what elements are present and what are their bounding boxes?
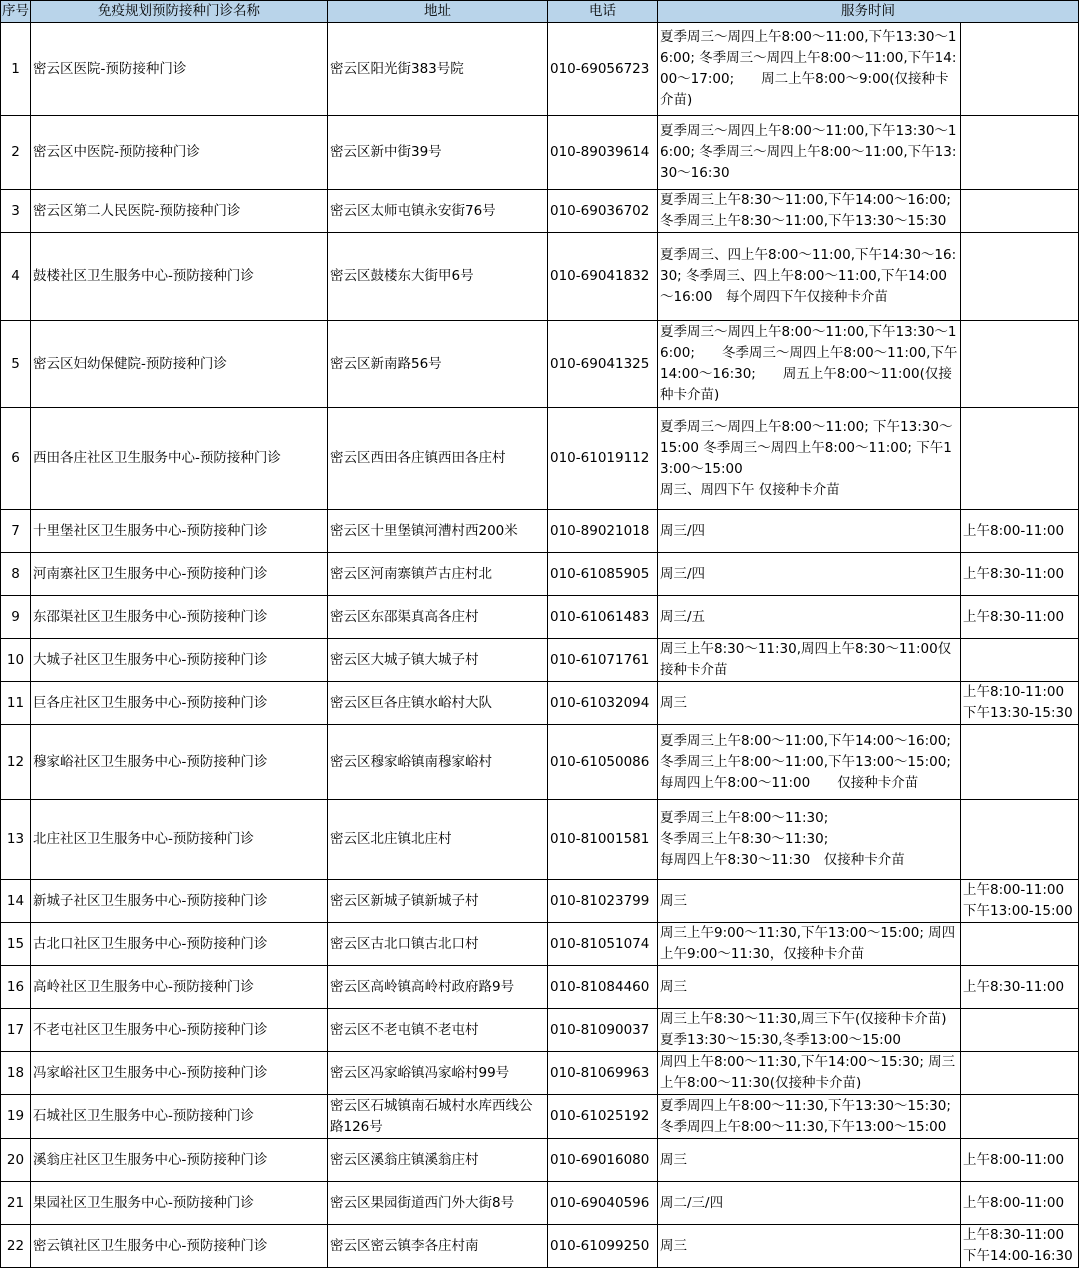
cell-phone: 010-81084460 [548,966,658,1009]
cell-hours: 上午8:30-11:00 下午14:00-16:30 [961,1225,1079,1268]
cell-schedule: 夏季周三～周四上午8:00～11:00,下午13:30～16:00; 冬季周三～周四上午8:00～11:00,下午14:00～17:00; 周二上午8:00～9:00(仅接种卡介苗) [658,23,961,116]
header-row [1,1,1079,23]
cell-hours: 上午8:00-11:00 下午13:00-15:00 [961,880,1079,923]
cell-schedule: 夏季周三上午8:00～11:00,下午14:00～16:00; 冬季周三上午8:00～11:00,下午13:00～15:00; 每周四上午8:00～11:00 仅接种卡介苗 [658,725,961,800]
cell-phone: 010-61025192 [548,1095,658,1139]
cell-clinic-name: 十里堡社区卫生服务中心-预防接种门诊 [31,510,328,553]
cell-clinic-name: 河南寨社区卫生服务中心-预防接种门诊 [31,553,328,596]
table-row [1,116,1079,190]
cell-address: 密云区北庄镇北庄村 [328,800,548,880]
table-row [1,233,1079,321]
cell-address: 密云区东邵渠真高各庄村 [328,596,548,639]
cell-phone: 010-69041325 [548,321,658,408]
cell-phone: 010-61032094 [548,682,658,725]
cell-address: 密云区密云镇李各庄村南 [328,1225,548,1268]
cell-no: 5 [1,321,31,408]
header-address: 地址 [328,1,548,23]
cell-clinic-name: 高岭社区卫生服务中心-预防接种门诊 [31,966,328,1009]
cell-clinic-name: 西田各庄社区卫生服务中心-预防接种门诊 [31,408,328,510]
cell-clinic-name: 石城社区卫生服务中心-预防接种门诊 [31,1095,328,1139]
cell-hours [961,408,1079,510]
cell-address: 密云区古北口镇古北口村 [328,923,548,966]
cell-address: 密云区不老屯镇不老屯村 [328,1009,548,1052]
cell-clinic-name: 密云区医院-预防接种门诊 [31,23,328,116]
cell-no: 7 [1,510,31,553]
cell-schedule: 周三上午8:30～11:30,周三下午(仅接种卡介苗)夏季13:30～15:30,冬季13:00～15:00 [658,1009,961,1052]
table-row [1,682,1079,725]
cell-clinic-name: 巨各庄社区卫生服务中心-预防接种门诊 [31,682,328,725]
cell-phone: 010-69016080 [548,1139,658,1182]
cell-schedule: 周三 [658,1139,961,1182]
cell-phone: 010-69040596 [548,1182,658,1225]
cell-no: 11 [1,682,31,725]
table-body [1,23,1079,1268]
cell-phone: 010-81090037 [548,1009,658,1052]
cell-phone: 010-61019112 [548,408,658,510]
cell-schedule: 夏季周四上午8:00～11:30,下午13:30～15:30; 冬季周四上午8:00～11:30,下午13:00～15:00 [658,1095,961,1139]
cell-no: 17 [1,1009,31,1052]
header-phone: 电话 [548,1,658,23]
table-row [1,321,1079,408]
cell-schedule: 周三上午8:30～11:30,周四上午8:30～11:00仅接种卡介苗 [658,639,961,682]
cell-phone: 010-81051074 [548,923,658,966]
table-row [1,510,1079,553]
cell-hours [961,233,1079,321]
header-service-time: 服务时间 [658,1,1079,23]
cell-clinic-name: 不老屯社区卫生服务中心-预防接种门诊 [31,1009,328,1052]
cell-no: 19 [1,1095,31,1139]
cell-schedule: 夏季周三～周四上午8:00～11:00; 下午13:30～15:00 冬季周三～周四上午8:00～11:00; 下午13:00～15:00 周三、周四下午 仅接种卡介苗 [658,408,961,510]
cell-address: 密云区巨各庄镇水峪村大队 [328,682,548,725]
table-row [1,639,1079,682]
cell-no: 13 [1,800,31,880]
cell-address: 密云区溪翁庄镇溪翁庄村 [328,1139,548,1182]
cell-address: 密云区石城镇南石城村水库西线公路126号 [328,1095,548,1139]
table-row [1,880,1079,923]
cell-clinic-name: 大城子社区卫生服务中心-预防接种门诊 [31,639,328,682]
table-row [1,1052,1079,1095]
cell-clinic-name: 东邵渠社区卫生服务中心-预防接种门诊 [31,596,328,639]
cell-clinic-name: 密云区中医院-预防接种门诊 [31,116,328,190]
cell-phone: 010-69056723 [548,23,658,116]
cell-clinic-name: 溪翁庄社区卫生服务中心-预防接种门诊 [31,1139,328,1182]
cell-address: 密云区果园街道西门外大街8号 [328,1182,548,1225]
cell-no: 6 [1,408,31,510]
cell-address: 密云区阳光街383号院 [328,23,548,116]
cell-address: 密云区穆家峪镇南穆家峪村 [328,725,548,800]
cell-no: 21 [1,1182,31,1225]
cell-phone: 010-61099250 [548,1225,658,1268]
cell-schedule: 夏季周三上午8:30～11:00,下午14:00～16:00;冬季周三上午8:30～11:00,下午13:30～15:30 [658,190,961,233]
cell-phone: 010-81023799 [548,880,658,923]
cell-clinic-name: 密云区第二人民医院-预防接种门诊 [31,190,328,233]
cell-hours: 上午8:30-11:00 [961,596,1079,639]
cell-hours [961,116,1079,190]
cell-phone: 010-61085905 [548,553,658,596]
cell-clinic-name: 鼓楼社区卫生服务中心-预防接种门诊 [31,233,328,321]
table-row [1,553,1079,596]
cell-address: 密云区太师屯镇永安街76号 [328,190,548,233]
cell-phone: 010-61071761 [548,639,658,682]
cell-no: 14 [1,880,31,923]
cell-no: 20 [1,1139,31,1182]
cell-schedule: 夏季周三、四上午8:00～11:00,下午14:30～16:30; 冬季周三、四上午8:00～11:00,下午14:00～16:00 每个周四下午仅接种卡介苗 [658,233,961,321]
cell-no: 22 [1,1225,31,1268]
cell-schedule: 周四上午8:00～11:30,下午14:00～15:30; 周三上午8:00～11:30(仅接种卡介苗) [658,1052,961,1095]
cell-schedule: 周二/三/四 [658,1182,961,1225]
cell-address: 密云区新南路56号 [328,321,548,408]
cell-phone: 010-69036702 [548,190,658,233]
cell-address: 密云区新城子镇新城子村 [328,880,548,923]
cell-no: 3 [1,190,31,233]
cell-phone: 010-81001581 [548,800,658,880]
cell-hours: 上午8:30-11:00 [961,966,1079,1009]
table-row [1,725,1079,800]
cell-phone: 010-61050086 [548,725,658,800]
table-row [1,23,1079,116]
cell-hours [961,23,1079,116]
cell-hours [961,923,1079,966]
cell-hours [961,321,1079,408]
table-row [1,596,1079,639]
cell-clinic-name: 果园社区卫生服务中心-预防接种门诊 [31,1182,328,1225]
cell-schedule: 夏季周三～周四上午8:00～11:00,下午13:30～16:00; 冬季周三～周四上午8:00～11:00,下午14:00～16:30; 周五上午8:00～11:00(仅接种卡介苗) [658,321,961,408]
table-row [1,1139,1079,1182]
cell-clinic-name: 密云区妇幼保健院-预防接种门诊 [31,321,328,408]
cell-hours: 上午8:00-11:00 [961,1139,1079,1182]
cell-hours: 上午8:10-11:00 下午13:30-15:30 [961,682,1079,725]
table-row [1,923,1079,966]
cell-no: 10 [1,639,31,682]
cell-schedule: 夏季周三～周四上午8:00～11:00,下午13:30～16:00; 冬季周三～周四上午8:00～11:00,下午13:30～16:30 [658,116,961,190]
cell-hours [961,725,1079,800]
cell-no: 15 [1,923,31,966]
table-row [1,190,1079,233]
table-row [1,966,1079,1009]
cell-hours [961,639,1079,682]
table-row [1,1095,1079,1139]
cell-clinic-name: 密云镇社区卫生服务中心-预防接种门诊 [31,1225,328,1268]
cell-schedule: 周三 [658,966,961,1009]
cell-phone: 010-89021018 [548,510,658,553]
cell-no: 4 [1,233,31,321]
cell-schedule: 周三 [658,682,961,725]
cell-no: 8 [1,553,31,596]
table-row [1,800,1079,880]
cell-schedule: 夏季周三上午8:00～11:30; 冬季周三上午8:30～11:30; 每周四上午8:30～11:30 仅接种卡介苗 [658,800,961,880]
cell-schedule: 周三/五 [658,596,961,639]
cell-schedule: 周三 [658,880,961,923]
cell-phone: 010-61061483 [548,596,658,639]
cell-clinic-name: 北庄社区卫生服务中心-预防接种门诊 [31,800,328,880]
cell-clinic-name: 新城子社区卫生服务中心-预防接种门诊 [31,880,328,923]
cell-address: 密云区河南寨镇芦古庄村北 [328,553,548,596]
cell-phone: 010-89039614 [548,116,658,190]
cell-address: 密云区新中街39号 [328,116,548,190]
cell-schedule: 周三 [658,1225,961,1268]
cell-address: 密云区鼓楼东大街甲6号 [328,233,548,321]
cell-clinic-name: 穆家峪社区卫生服务中心-预防接种门诊 [31,725,328,800]
cell-hours: 上午8:30-11:00 [961,553,1079,596]
cell-no: 18 [1,1052,31,1095]
cell-no: 16 [1,966,31,1009]
cell-hours: 上午8:00-11:00 [961,510,1079,553]
cell-schedule: 周三/四 [658,553,961,596]
cell-schedule: 周三上午9:00～11:30,下午13:00～15:00; 周四上午9:00～11:30，仅接种卡介苗 [658,923,961,966]
cell-hours: 上午8:00-11:00 [961,1182,1079,1225]
table-row [1,408,1079,510]
header-name: 免疫规划预防接种门诊名称 [31,1,328,23]
cell-address: 密云区冯家峪镇冯家峪村99号 [328,1052,548,1095]
cell-schedule: 周三/四 [658,510,961,553]
cell-hours [961,800,1079,880]
cell-no: 1 [1,23,31,116]
header-no: 序号 [1,1,31,23]
cell-address: 密云区高岭镇高岭村政府路9号 [328,966,548,1009]
cell-address: 密云区大城子镇大城子村 [328,639,548,682]
cell-hours [961,1095,1079,1139]
cell-address: 密云区十里堡镇河漕村西200米 [328,510,548,553]
cell-address: 密云区西田各庄镇西田各庄村 [328,408,548,510]
table-row [1,1182,1079,1225]
cell-no: 12 [1,725,31,800]
table-row [1,1009,1079,1052]
cell-clinic-name: 古北口社区卫生服务中心-预防接种门诊 [31,923,328,966]
cell-hours [961,1052,1079,1095]
cell-no: 2 [1,116,31,190]
table-row [1,1225,1079,1268]
cell-phone: 010-81069963 [548,1052,658,1095]
cell-hours [961,190,1079,233]
cell-clinic-name: 冯家峪社区卫生服务中心-预防接种门诊 [31,1052,328,1095]
cell-phone: 010-69041832 [548,233,658,321]
cell-hours [961,1009,1079,1052]
cell-no: 9 [1,596,31,639]
